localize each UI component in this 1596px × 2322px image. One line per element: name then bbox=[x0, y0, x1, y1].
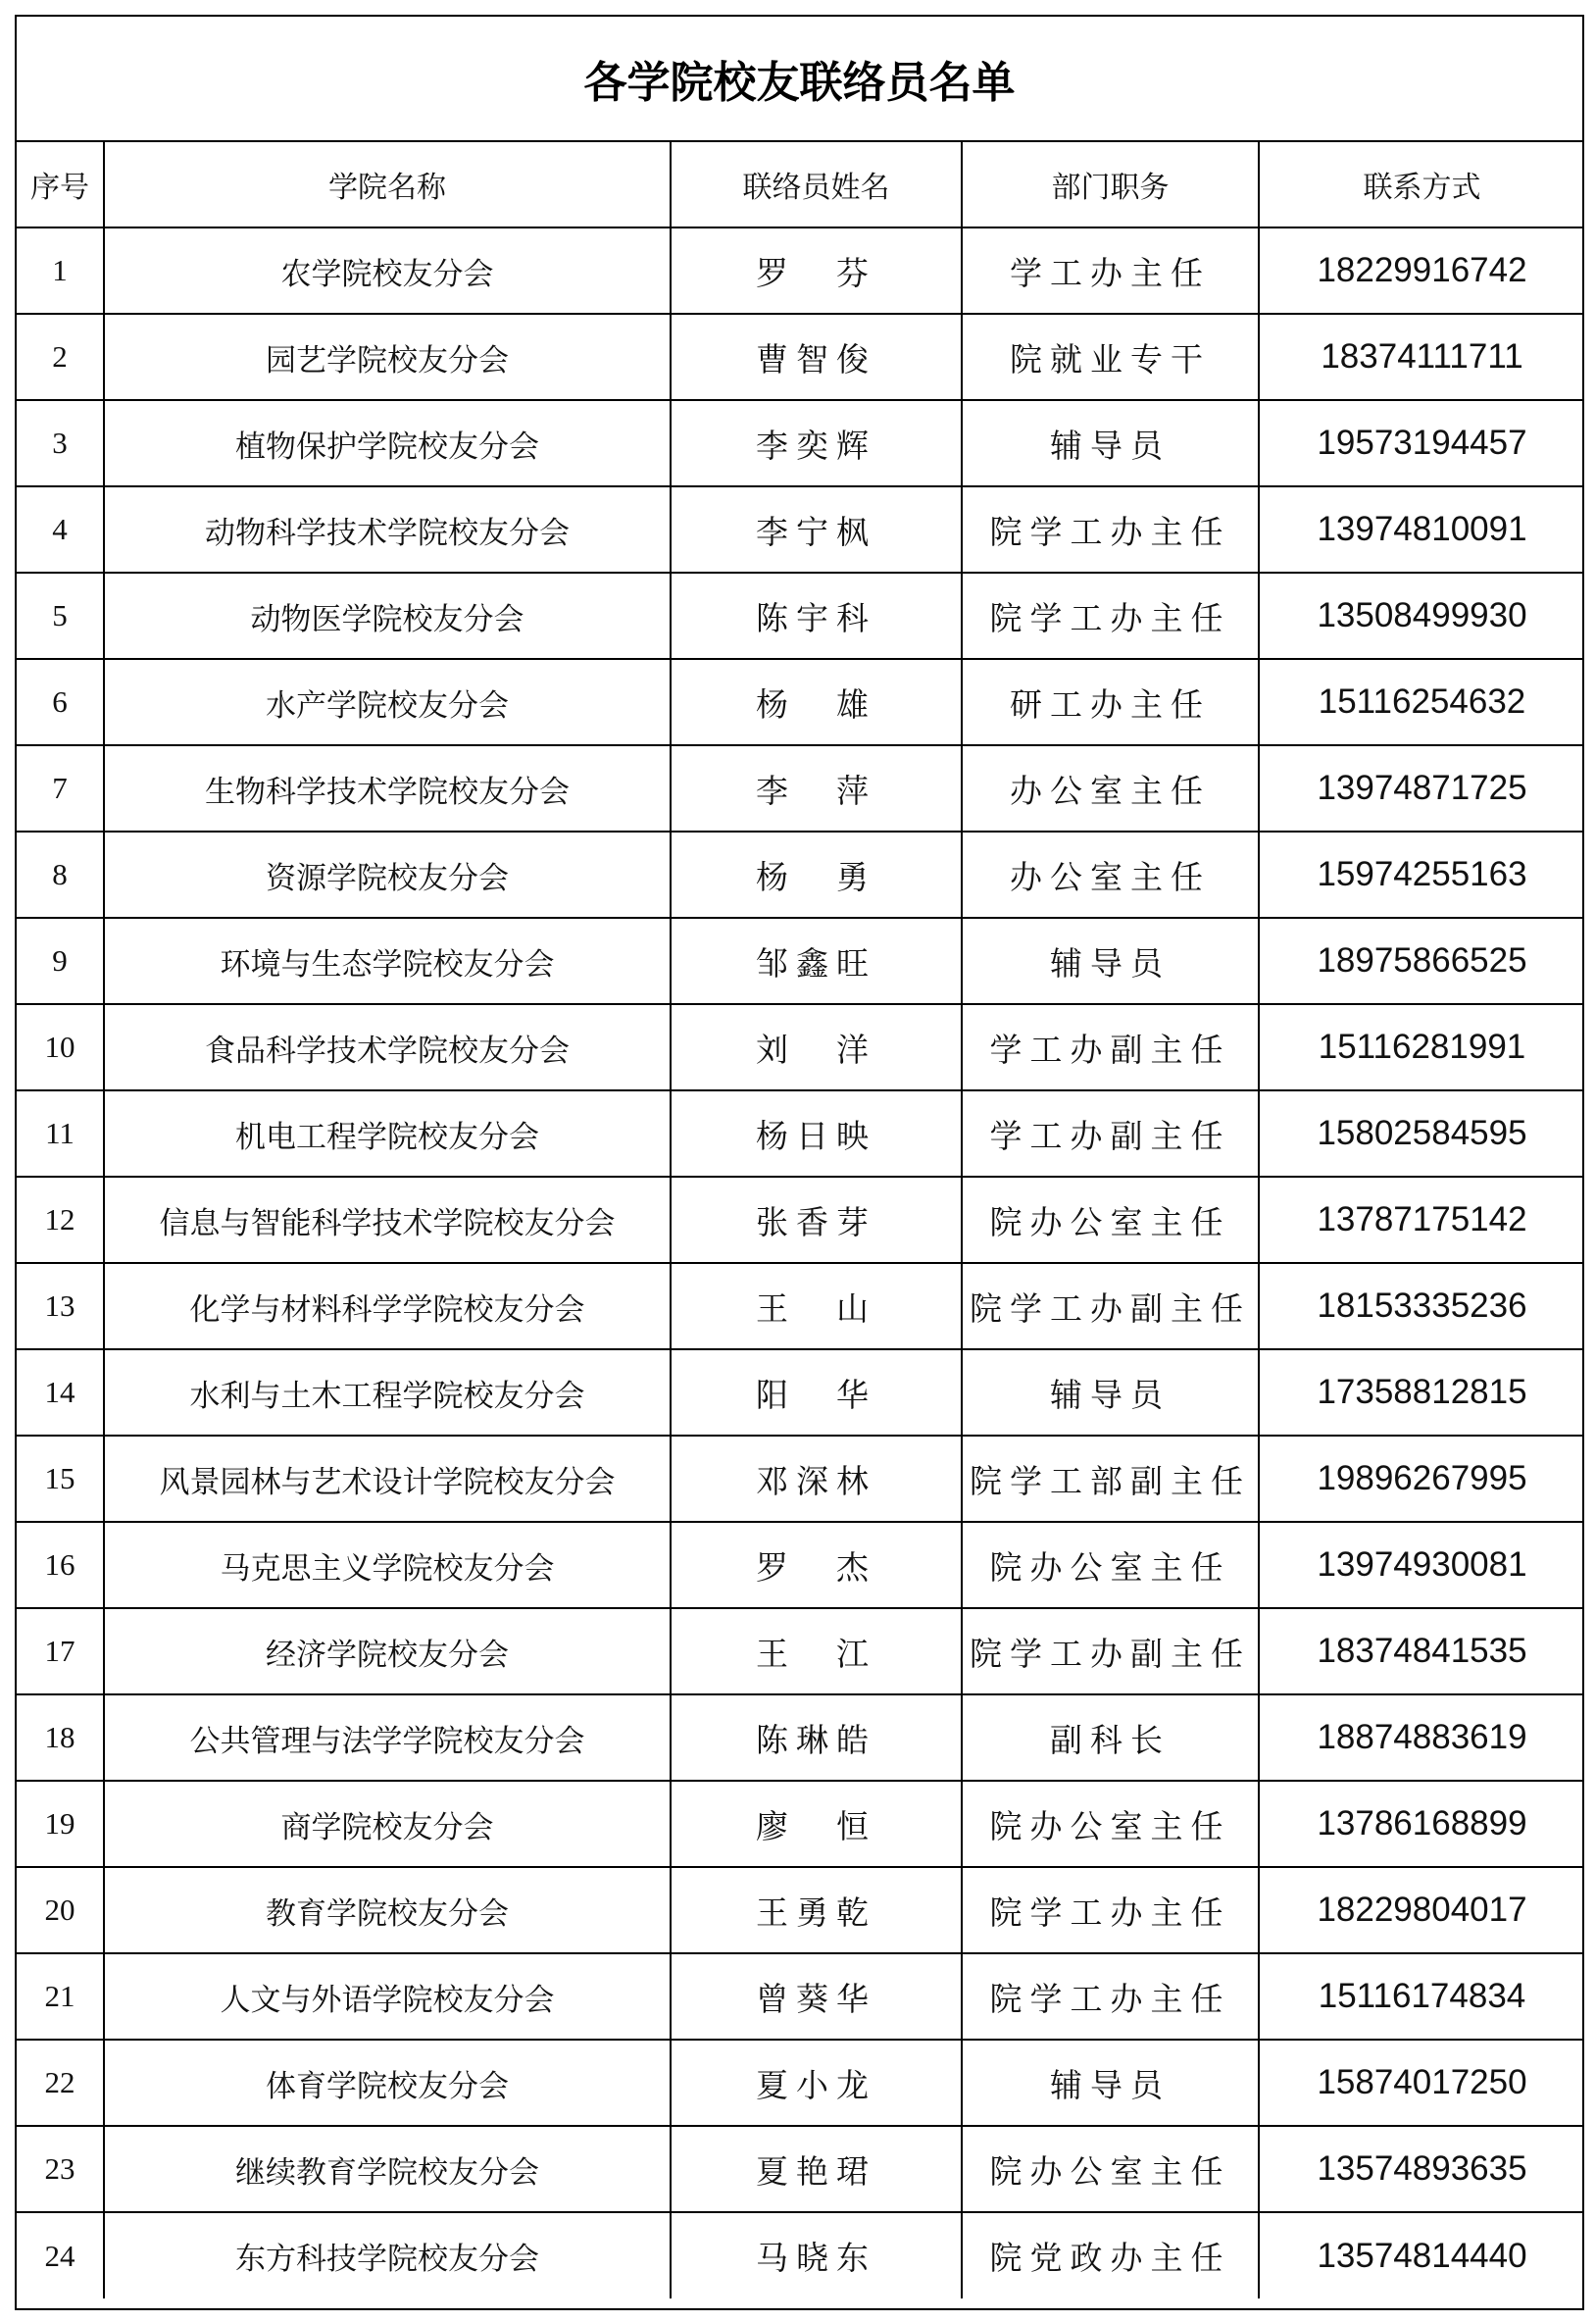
table-header-row bbox=[17, 142, 1584, 227]
department-position: 学工办副主任 bbox=[962, 1090, 1259, 1177]
row-number: 9 bbox=[17, 918, 104, 1004]
contact-name: 杨 雄 bbox=[671, 659, 962, 745]
contact-name: 李宁枫 bbox=[671, 486, 962, 573]
phone-number: 17358812815 bbox=[1259, 1349, 1584, 1436]
contact-name: 王 江 bbox=[671, 1608, 962, 1694]
table-row bbox=[17, 918, 1584, 1004]
phone-number: 13574893635 bbox=[1259, 2126, 1584, 2212]
row-number: 13 bbox=[17, 1263, 104, 1349]
row-number: 3 bbox=[17, 400, 104, 486]
row-number: 11 bbox=[17, 1090, 104, 1177]
header-contact-name: 联络员姓名 bbox=[671, 142, 962, 227]
contact-name: 张香芽 bbox=[671, 1177, 962, 1263]
table-row bbox=[17, 1953, 1584, 2040]
department-position: 院办公室主任 bbox=[962, 2126, 1259, 2212]
contact-name: 罗 芬 bbox=[671, 227, 962, 314]
table-row bbox=[17, 2126, 1584, 2212]
department-position: 院就业专干 bbox=[962, 314, 1259, 400]
table-row bbox=[17, 573, 1584, 659]
college-name: 公共管理与法学学院校友分会 bbox=[104, 1694, 671, 1781]
phone-number: 18229804017 bbox=[1259, 1867, 1584, 1953]
college-name: 经济学院校友分会 bbox=[104, 1608, 671, 1694]
college-name: 植物保护学院校友分会 bbox=[104, 400, 671, 486]
contact-name: 邹鑫旺 bbox=[671, 918, 962, 1004]
contact-list-sheet bbox=[15, 15, 1584, 2310]
phone-number: 18874883619 bbox=[1259, 1694, 1584, 1781]
table-row bbox=[17, 832, 1584, 918]
college-name: 风景园林与艺术设计学院校友分会 bbox=[104, 1436, 671, 1522]
row-number: 5 bbox=[17, 573, 104, 659]
college-name: 园艺学院校友分会 bbox=[104, 314, 671, 400]
phone-number: 13974871725 bbox=[1259, 745, 1584, 832]
header-position: 部门职务 bbox=[962, 142, 1259, 227]
table-row bbox=[17, 1522, 1584, 1608]
phone-number: 18374841535 bbox=[1259, 1608, 1584, 1694]
table-row bbox=[17, 1436, 1584, 1522]
table-row bbox=[17, 1867, 1584, 1953]
row-number: 2 bbox=[17, 314, 104, 400]
college-name: 水利与土木工程学院校友分会 bbox=[104, 1349, 671, 1436]
phone-number: 15116174834 bbox=[1259, 1953, 1584, 2040]
phone-number: 19573194457 bbox=[1259, 400, 1584, 486]
department-position: 办公室主任 bbox=[962, 745, 1259, 832]
phone-number: 18975866525 bbox=[1259, 918, 1584, 1004]
row-number: 21 bbox=[17, 1953, 104, 2040]
row-number: 15 bbox=[17, 1436, 104, 1522]
table-row bbox=[17, 1090, 1584, 1177]
table-row bbox=[17, 400, 1584, 486]
phone-number: 13786168899 bbox=[1259, 1781, 1584, 1867]
row-number: 22 bbox=[17, 2040, 104, 2126]
row-number: 23 bbox=[17, 2126, 104, 2212]
college-name: 东方科技学院校友分会 bbox=[104, 2212, 671, 2298]
phone-number: 15116254632 bbox=[1259, 659, 1584, 745]
table-row bbox=[17, 1177, 1584, 1263]
row-number: 4 bbox=[17, 486, 104, 573]
table-row bbox=[17, 1781, 1584, 1867]
contact-name: 刘 洋 bbox=[671, 1004, 962, 1090]
row-number: 14 bbox=[17, 1349, 104, 1436]
phone-number: 18229916742 bbox=[1259, 227, 1584, 314]
contact-name: 李奕辉 bbox=[671, 400, 962, 486]
row-number: 8 bbox=[17, 832, 104, 918]
table-body bbox=[17, 227, 1584, 2298]
contact-name: 夏小龙 bbox=[671, 2040, 962, 2126]
department-position: 学工办副主任 bbox=[962, 1004, 1259, 1090]
department-position: 院学工办主任 bbox=[962, 486, 1259, 573]
department-position: 院办公室主任 bbox=[962, 1781, 1259, 1867]
phone-number: 15802584595 bbox=[1259, 1090, 1584, 1177]
header-phone: 联系方式 bbox=[1259, 142, 1584, 227]
college-name: 资源学院校友分会 bbox=[104, 832, 671, 918]
department-position: 副科长 bbox=[962, 1694, 1259, 1781]
table-row bbox=[17, 1608, 1584, 1694]
row-number: 16 bbox=[17, 1522, 104, 1608]
table-row bbox=[17, 314, 1584, 400]
college-name: 动物医学院校友分会 bbox=[104, 573, 671, 659]
contact-name: 陈琳皓 bbox=[671, 1694, 962, 1781]
contact-name: 夏艳珺 bbox=[671, 2126, 962, 2212]
department-position: 院党政办主任 bbox=[962, 2212, 1259, 2298]
contact-name: 曹智俊 bbox=[671, 314, 962, 400]
department-position: 辅导员 bbox=[962, 400, 1259, 486]
table-row bbox=[17, 486, 1584, 573]
college-name: 水产学院校友分会 bbox=[104, 659, 671, 745]
row-number: 19 bbox=[17, 1781, 104, 1867]
header-no: 序号 bbox=[17, 142, 104, 227]
row-number: 20 bbox=[17, 1867, 104, 1953]
college-name: 农学院校友分会 bbox=[104, 227, 671, 314]
row-number: 24 bbox=[17, 2212, 104, 2298]
header-college: 学院名称 bbox=[104, 142, 671, 227]
page-title: 各学院校友联络员名单 bbox=[17, 17, 1582, 142]
college-name: 体育学院校友分会 bbox=[104, 2040, 671, 2126]
department-position: 辅导员 bbox=[962, 1349, 1259, 1436]
phone-number: 13574814440 bbox=[1317, 2236, 1527, 2275]
phone-number: 13787175142 bbox=[1259, 1177, 1584, 1263]
contact-name: 罗 杰 bbox=[671, 1522, 962, 1608]
phone-number: 18374111711 bbox=[1259, 314, 1584, 400]
department-position: 院学工办主任 bbox=[962, 573, 1259, 659]
contact-name: 邓深林 bbox=[671, 1436, 962, 1522]
contact-name: 杨日映 bbox=[671, 1090, 962, 1177]
table-row bbox=[17, 227, 1584, 314]
row-number: 10 bbox=[17, 1004, 104, 1090]
contact-name: 马晓东 bbox=[671, 2212, 962, 2298]
row-number: 18 bbox=[17, 1694, 104, 1781]
phone-number: 13974930081 bbox=[1259, 1522, 1584, 1608]
college-name: 信息与智能科学技术学院校友分会 bbox=[104, 1177, 671, 1263]
college-name: 环境与生态学院校友分会 bbox=[104, 918, 671, 1004]
phone-number: 13508499930 bbox=[1259, 573, 1584, 659]
department-position: 学工办主任 bbox=[962, 227, 1259, 314]
department-position: 研工办主任 bbox=[962, 659, 1259, 745]
phone-number: 15874017250 bbox=[1259, 2040, 1584, 2126]
contact-name: 曾葵华 bbox=[671, 1953, 962, 2040]
college-name: 生物科学技术学院校友分会 bbox=[104, 745, 671, 832]
phone-number: 19896267995 bbox=[1259, 1436, 1584, 1522]
department-position: 院办公室主任 bbox=[962, 1177, 1259, 1263]
department-position: 院学工办副主任 bbox=[962, 1608, 1259, 1694]
department-position: 院办公室主任 bbox=[962, 1522, 1259, 1608]
department-position: 辅导员 bbox=[962, 918, 1259, 1004]
row-number: 1 bbox=[17, 227, 104, 314]
table-row bbox=[17, 2212, 1584, 2298]
department-position: 院学工办主任 bbox=[962, 1867, 1259, 1953]
department-position: 辅导员 bbox=[962, 2040, 1259, 2126]
row-number: 12 bbox=[17, 1177, 104, 1263]
department-position: 院学工部副主任 bbox=[962, 1436, 1259, 1522]
table-row bbox=[17, 659, 1584, 745]
college-name: 人文与外语学院校友分会 bbox=[104, 1953, 671, 2040]
college-name: 马克思主义学院校友分会 bbox=[104, 1522, 671, 1608]
table-row bbox=[17, 2040, 1584, 2126]
phone-number: 15974255163 bbox=[1259, 832, 1584, 918]
contact-name: 杨 勇 bbox=[671, 832, 962, 918]
college-name: 食品科学技术学院校友分会 bbox=[104, 1004, 671, 1090]
row-number: 17 bbox=[17, 1608, 104, 1694]
table-row bbox=[17, 1004, 1584, 1090]
table-row bbox=[17, 1263, 1584, 1349]
contact-name: 陈宇科 bbox=[671, 573, 962, 659]
contact-name: 王勇乾 bbox=[671, 1867, 962, 1953]
row-number: 6 bbox=[17, 659, 104, 745]
table-row bbox=[17, 1349, 1584, 1436]
contact-name: 王 山 bbox=[671, 1263, 962, 1349]
contact-name: 李 萍 bbox=[671, 745, 962, 832]
table-row bbox=[17, 1694, 1584, 1781]
college-name: 化学与材料科学学院校友分会 bbox=[104, 1263, 671, 1349]
phone-number: 13974810091 bbox=[1259, 486, 1584, 573]
college-name: 继续教育学院校友分会 bbox=[104, 2126, 671, 2212]
department-position: 办公室主任 bbox=[962, 832, 1259, 918]
phone-number: 18153335236 bbox=[1259, 1263, 1584, 1349]
row-number: 7 bbox=[17, 745, 104, 832]
college-name: 商学院校友分会 bbox=[104, 1781, 671, 1867]
college-name: 教育学院校友分会 bbox=[104, 1867, 671, 1953]
department-position: 院学工办副主任 bbox=[962, 1263, 1259, 1349]
contact-name: 廖 恒 bbox=[671, 1781, 962, 1867]
department-position: 院学工办主任 bbox=[962, 1953, 1259, 2040]
table-row bbox=[17, 745, 1584, 832]
phone-number: 15116281991 bbox=[1259, 1004, 1584, 1090]
contact-table bbox=[17, 142, 1584, 2298]
college-name: 动物科学技术学院校友分会 bbox=[104, 486, 671, 573]
college-name: 机电工程学院校友分会 bbox=[104, 1090, 671, 1177]
contact-name: 阳 华 bbox=[671, 1349, 962, 1436]
